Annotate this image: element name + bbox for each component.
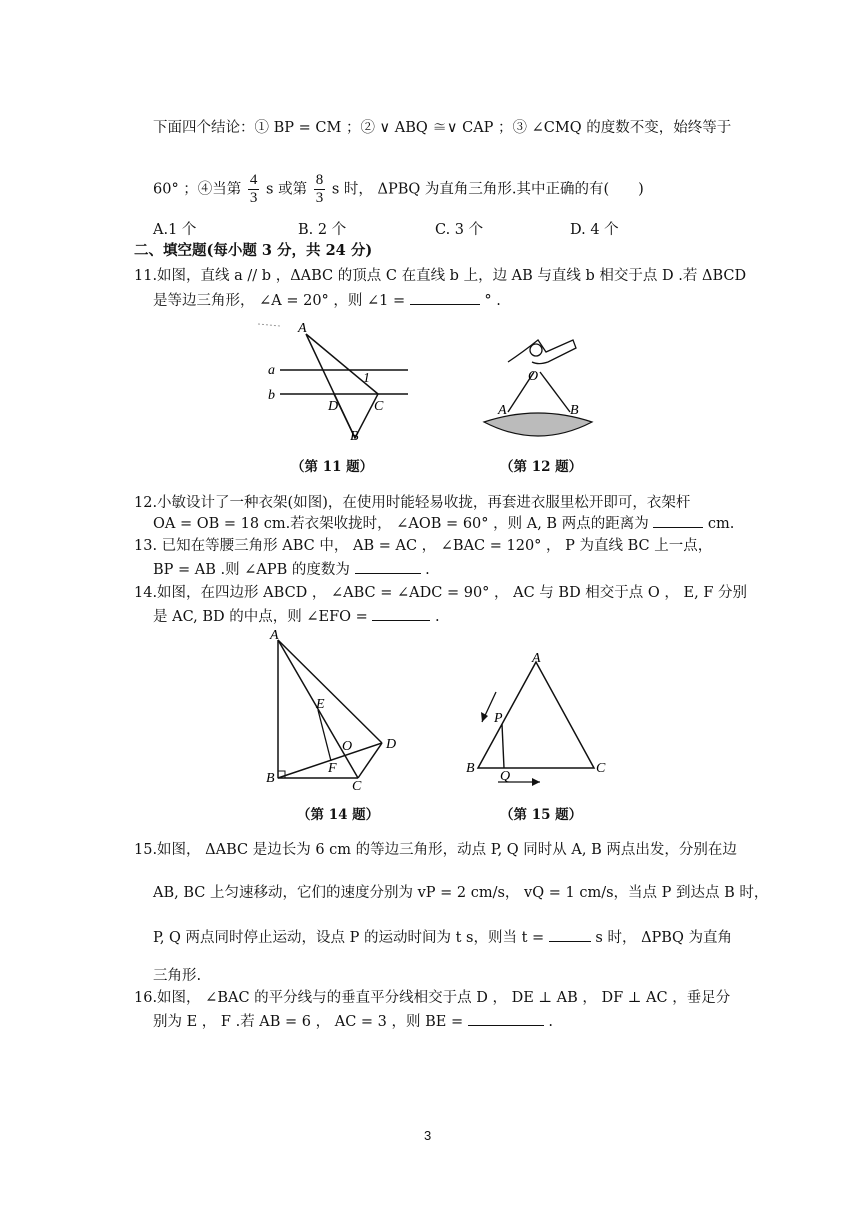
q10-line2c: s 时， ΔPBQ 为直角三角形.其中正确的有( ) [331, 181, 644, 198]
option-b: B. 2 个 [298, 222, 347, 238]
q12-line2b: cm. [707, 516, 735, 532]
arrowhead-icon [481, 712, 488, 722]
label-O: O [342, 739, 353, 754]
side-dc [358, 743, 382, 778]
label-B: B [266, 771, 275, 786]
label-A: A [498, 403, 507, 418]
figure-14 [258, 628, 408, 793]
q13-line1: 13. 已知在等腰三角形 ABC 中， AB = AC ， ∠BAC = 120° ， P 为直线 BC 上一点， [134, 538, 713, 554]
q13-line2a: BP = AB .则 ∠APB 的度数为 [153, 562, 350, 578]
fraction-numerator: 4 [249, 172, 258, 188]
q11-line2 [153, 290, 501, 311]
answer-blank [410, 290, 480, 305]
label-1: 1 [363, 371, 370, 386]
triangle-abc [306, 334, 378, 438]
label-C: C [352, 779, 362, 793]
q16-line1: 16.如图， ∠BAC 的平分线与的垂直平分线相交于点 D ， DE ⊥ AB ， DF ⊥ AC ，垂足分 [134, 990, 731, 1006]
answer-blank [355, 559, 421, 574]
answer-blank [653, 513, 703, 528]
answer-blank [468, 1011, 544, 1026]
label-F: F [328, 761, 337, 776]
q10-line2a: 60° ；④当第 [153, 181, 242, 198]
figure-15-caption: （第 15 题） [500, 807, 583, 823]
fraction-denominator: 3 [315, 190, 324, 206]
figure-12 [478, 322, 608, 447]
segment-ef [318, 710, 331, 761]
option-a: A.1 个 [153, 222, 197, 238]
label-D: D [386, 737, 397, 752]
arrowhead-icon [532, 778, 540, 786]
fraction-numerator: 8 [315, 172, 324, 188]
figure-12-caption: （第 12 题） [500, 459, 583, 475]
q13-line2 [153, 559, 430, 580]
rod-ob [540, 372, 570, 412]
label-O: O [528, 369, 539, 384]
page-number: 3 [424, 1128, 432, 1143]
option-c: C. 3 个 [435, 222, 484, 238]
q10-line2 [153, 172, 644, 207]
q12-line2 [153, 513, 734, 534]
answer-blank [372, 606, 430, 621]
q13-line2b: . [425, 562, 430, 578]
label-a: a [268, 363, 275, 378]
q15-line3b: s 时， ΔPBQ 为直角 [595, 930, 732, 946]
label-B: B [570, 403, 579, 418]
fraction-denominator: 3 [249, 190, 258, 206]
figure-14-caption: （第 14 题） [297, 807, 380, 823]
figure-11-caption: （第 11 题） [291, 459, 374, 475]
q15-line1: 15.如图， ΔABC 是边长为 6 cm 的等边三角形，动点 P, Q 同时从 A, B 两点出发，分别在边 [134, 842, 737, 858]
q15-line4: 三角形. [153, 968, 202, 984]
q12-line2a: OA = OB = 18 cm.若衣架收拢时， ∠AOB = 60° ，则 A, B 两点的距离为 [153, 516, 649, 532]
label-A: A [298, 321, 307, 336]
q14-line1: 14.如图，在四边形 ABCD ， ∠ABC = ∠ADC = 90° ， AC 与 BD 相交于点 O ， E, F 分别 [134, 585, 747, 601]
hand-icon [530, 344, 542, 356]
q12-line1: 12.小敏设计了一种衣架(如图)，在使用时能轻易收拢，再套进衣服里松开即可，衣架杆 [134, 495, 691, 511]
q14-line2 [153, 606, 440, 627]
q14-line2b: . [435, 609, 440, 625]
figure-11 [250, 318, 420, 448]
side-ad [278, 640, 382, 743]
fraction-4-3 [248, 172, 260, 207]
label-A: A [532, 652, 541, 666]
fraction-8-3 [314, 172, 326, 207]
q11-line1: 11.如图，直线 a // b ，ΔABC 的顶点 C 在直线 b 上，边 AB 与直线 b 相交于点 D .若 ΔBCD [134, 268, 747, 284]
section-heading: 二、填空题(每小题 3 分，共 24 分) [134, 242, 373, 259]
q10-line1: 下面四个结论：① BP = CM ；② ∨ ABQ ≅∨ CAP ；③ ∠CMQ 的度数不变，始终等于 [153, 120, 732, 136]
figure-15 [462, 652, 612, 792]
label-A: A [270, 628, 279, 643]
label-C: C [596, 761, 606, 776]
label-b: b [268, 388, 275, 403]
label-E: E [316, 697, 325, 712]
answer-blank [549, 927, 591, 942]
q11-line2a: 是等边三角形， ∠A = 20° ，则 ∠1 = [153, 293, 406, 309]
option-d: D. 4 个 [570, 222, 619, 238]
segment-pq [502, 724, 504, 768]
label-C: C [374, 399, 384, 414]
label-B: B [350, 429, 359, 444]
q16-line2a: 别为 E ， F .若 AB = 6 ， AC = 3 ，则 BE = [153, 1014, 464, 1030]
scan-mark [258, 324, 280, 326]
q10-line2b: s 或第 [266, 181, 308, 198]
label-B: B [466, 761, 475, 776]
q15-line3a: P, Q 两点同时停止运动，设点 P 的运动时间为 t s，则当 t = [153, 930, 545, 946]
q16-line2 [153, 1011, 553, 1032]
label-P: P [494, 711, 503, 726]
q11-line2b: ° . [484, 293, 501, 309]
q14-line2a: 是 AC, BD 的中点，则 ∠EFO = [153, 609, 368, 625]
q15-line2: AB, BC 上匀速移动，它们的速度分别为 vP = 2 cm/s， vQ = 1 cm/s，当点 P 到达点 B 时， [153, 885, 769, 901]
label-Q: Q [500, 769, 511, 784]
q15-line3 [153, 927, 732, 948]
label-D: D [328, 399, 339, 414]
q16-line2b: . [548, 1014, 553, 1030]
